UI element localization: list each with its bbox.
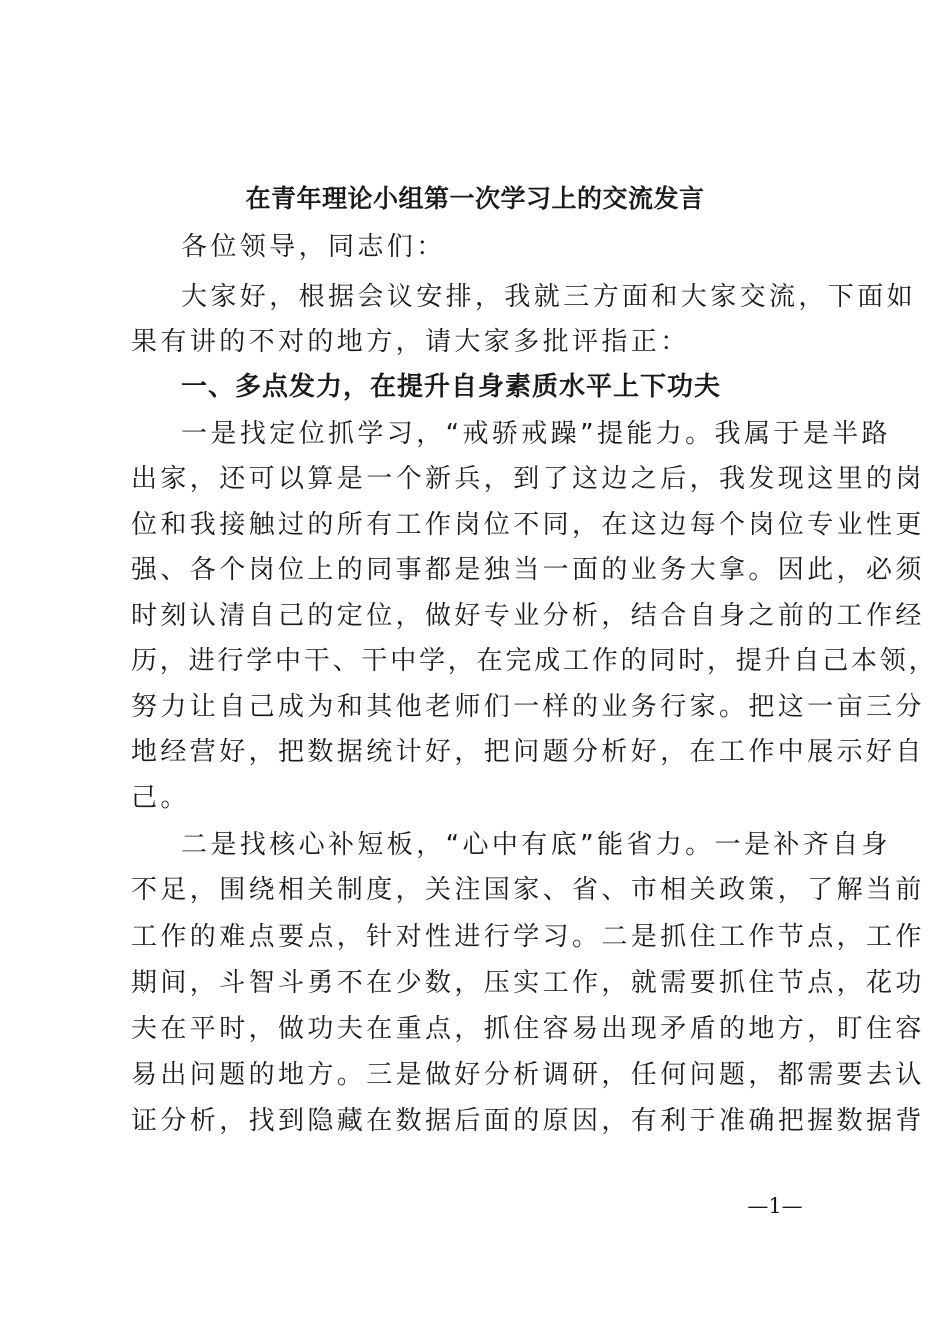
document-title: 在青年理论小组第一次学习上的交流发言 [245, 184, 705, 213]
text-line: 一是找定位抓学习，“戒骄戒躁”提能力。我属于是半路 [181, 419, 891, 449]
text-line: 历，进行学中干、干中学，在完成工作的同时，提升自己本领， [131, 646, 938, 676]
text-line: 位和我接触过的所有工作岗位不同，在这边每个岗位专业性更 [131, 510, 925, 540]
text-line: 时刻认清自己的定位，做好专业分析，结合自身之前的工作经 [131, 601, 925, 631]
text-line: 易出问题的地方。三是做好分析调研，任何问题，都需要去认 [131, 1060, 925, 1090]
text-line: 不足，围绕相关制度，关注国家、省、市相关政策，了解当前 [131, 875, 925, 905]
text-line: 夫在平时，做功夫在重点，抓住容易出现矛盾的地方，盯住容 [131, 1014, 925, 1044]
text-line: 二是找核心补短板，“心中有底”能省力。一是补齐自身 [181, 830, 891, 860]
text-line: 果有讲的不对的地方，请大家多批评指正： [131, 327, 690, 357]
section-heading: 一、多点发力，在提升自身素质水平上下功夫 [181, 372, 722, 402]
text-line: 大家好，根据会议安排，我就三方面和大家交流，下面如 [181, 282, 917, 312]
page-number: —1— [747, 1194, 803, 1218]
text-line: 强、各个岗位上的同事都是独当一面的业务大拿。因此，必须 [131, 555, 925, 585]
salutation: 各位领导，同志们： [181, 232, 446, 262]
text-line: 己。 [131, 783, 190, 813]
text-line: 期间，斗智斗勇不在少数，压实工作，就需要抓住节点，花功 [131, 968, 925, 998]
text-line: 证分析，找到隐藏在数据后面的原因，有利于准确把握数据背 [131, 1106, 925, 1136]
text-line: 努力让自己成为和其他老师们一样的业务行家。把这一亩三分 [131, 692, 925, 722]
text-line: 工作的难点要点，针对性进行学习。二是抓住工作节点，工作 [131, 922, 925, 952]
text-line: 出家，还可以算是一个新兵，到了这边之后，我发现这里的岗 [131, 464, 925, 494]
text-line: 地经营好，把数据统计好，把问题分析好，在工作中展示好自 [131, 737, 925, 767]
